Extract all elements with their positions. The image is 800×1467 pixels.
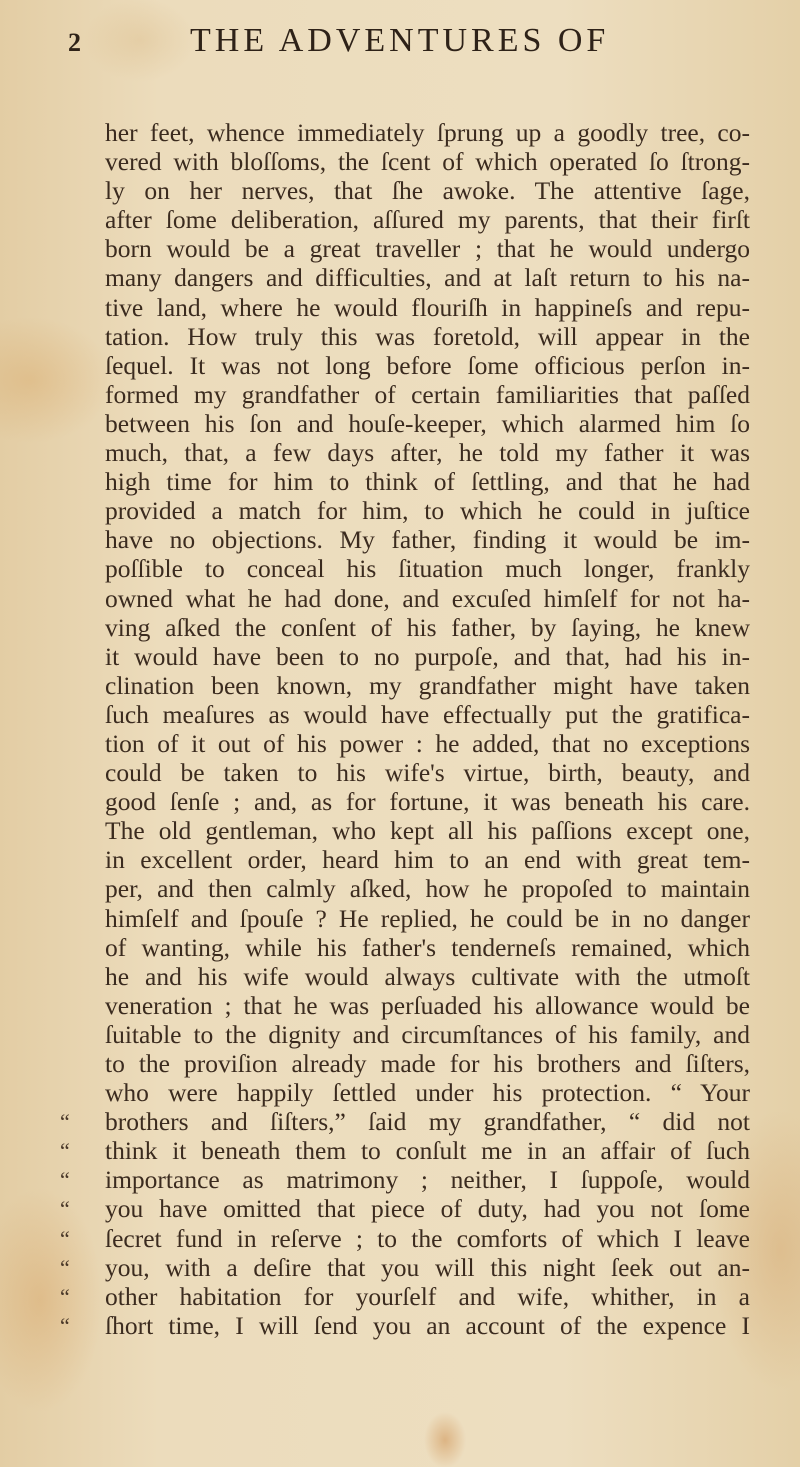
text-line: per, and then calmly aſked, how he propoſed to maintain (105, 874, 750, 904)
text-line: after ſome deliberation, aſſured my parents, that their firſt (105, 205, 750, 235)
quote-mark: “ (60, 1109, 70, 1135)
quote-mark: “ (60, 1283, 70, 1309)
text-line: ſuitable to the dignity and circumſtances of his family, and (105, 1019, 750, 1049)
text-line: you have omitted that piece of duty, had you not ſome (105, 1194, 750, 1224)
quote-mark: “ (60, 1196, 70, 1222)
text-line: tation. How truly this was foretold, will appear in the (105, 321, 750, 351)
quoted-line (60, 1252, 750, 1282)
text-line: high time for him to think of ſettling, and that he had (105, 467, 750, 497)
quote-mark: “ (60, 1138, 70, 1164)
text-line: you, with a deſire that you will this night ſeek out an- (105, 1252, 750, 1282)
text-line: clination been known, my grandfather might have taken (105, 670, 750, 700)
text-line: ſecret fund in reſerve ; to the comforts of which I leave (105, 1223, 750, 1253)
text-line: veneration ; that he was perſuaded his allowance would be (105, 990, 750, 1020)
text-line: think it beneath them to conſult me in an affair of ſuch (105, 1136, 750, 1166)
text-line: have no objections. My father, finding it would be im- (105, 525, 750, 555)
quoted-line (60, 1194, 750, 1224)
text-line: much, that, a few days after, he told my father it was (105, 438, 750, 468)
quoted-line (60, 1281, 750, 1311)
text-line: poſſible to conceal his ſituation much longer, frankly (105, 554, 750, 584)
text-line: tive land, where he would flouriſh in happineſs and repu- (105, 292, 750, 322)
text-line: tion of it out of his power : he added, that no exceptions (105, 728, 750, 758)
quote-mark: “ (60, 1167, 70, 1193)
text-line: provided a match for him, to which he could in juſtice (105, 496, 750, 526)
text-line: it would have been to no purpoſe, and that, had his in- (105, 641, 750, 671)
text-line: to the proviſion already made for his brothers and ſiſters, (105, 1049, 750, 1078)
text-line: many dangers and difficulties, and at laſt return to his na- (105, 263, 750, 293)
quoted-line (60, 1165, 750, 1195)
quoted-line (60, 1107, 750, 1137)
text-line: of wanting, while his father's tenderneſs remained, which (105, 932, 750, 962)
quote-mark: “ (60, 1225, 70, 1251)
text-line: The old gentleman, who kept all his paſſions except one, (105, 816, 750, 846)
quoted-line (60, 1310, 750, 1340)
running-head: THE ADVENTURES OF (190, 22, 610, 59)
text-line: ving aſked the conſent of his father, by ſaying, he knew (105, 612, 750, 642)
text-line: in excellent order, heard him to an end with great tem- (105, 845, 750, 875)
text-line: vered with bloſſoms, the ſcent of which operated ſo ſtrong- (105, 147, 750, 177)
text-line: ſhort time, I will ſend you an account of the expence I (105, 1310, 750, 1340)
text-line: other habitation for yourſelf and wife, whither, in a (105, 1281, 750, 1311)
text-line: brothers and ſiſters,” ſaid my grandfather, “ did not (105, 1107, 750, 1137)
text-line: owned what he had done, and excuſed himſelf for not ha- (105, 583, 750, 613)
text-line: ſuch meaſures as would have effectually put the gratifica- (105, 699, 750, 729)
quote-mark: “ (60, 1312, 70, 1338)
text-line: her feet, whence immediately ſprung up a goodly tree, co- (105, 118, 750, 147)
quote-mark: “ (60, 1254, 70, 1280)
text-line: ſequel. It was not long before ſome officious perſon in- (105, 350, 750, 380)
text-line: born would be a great traveller ; that he would undergo (105, 234, 750, 264)
text-line: who were happily ſettled under his protection. “ Your (105, 1078, 750, 1108)
text-line: himſelf and ſpouſe ? He replied, he could be in no danger (105, 903, 750, 933)
quoted-line (60, 1136, 750, 1166)
quoted-line (60, 1223, 750, 1253)
page-number: 2 (68, 28, 81, 57)
body-text (60, 118, 750, 1340)
text-line: between his ſon and houſe-keeper, which alarmed him ſo (105, 408, 750, 438)
text-line: importance as matrimony ; neither, I ſuppoſe, would (105, 1165, 750, 1195)
text-line: could be taken to his wife's virtue, birth, beauty, and (105, 758, 750, 788)
text-line: he and his wife would always cultivate with the utmoſt (105, 961, 750, 991)
text-line: formed my grandfather of certain familiarities that paſſed (105, 379, 750, 409)
text-line: ly on her nerves, that ſhe awoke. The attentive ſage, (105, 176, 750, 206)
text-line: good ſenſe ; and, as for fortune, it was beneath his care. (105, 787, 750, 817)
